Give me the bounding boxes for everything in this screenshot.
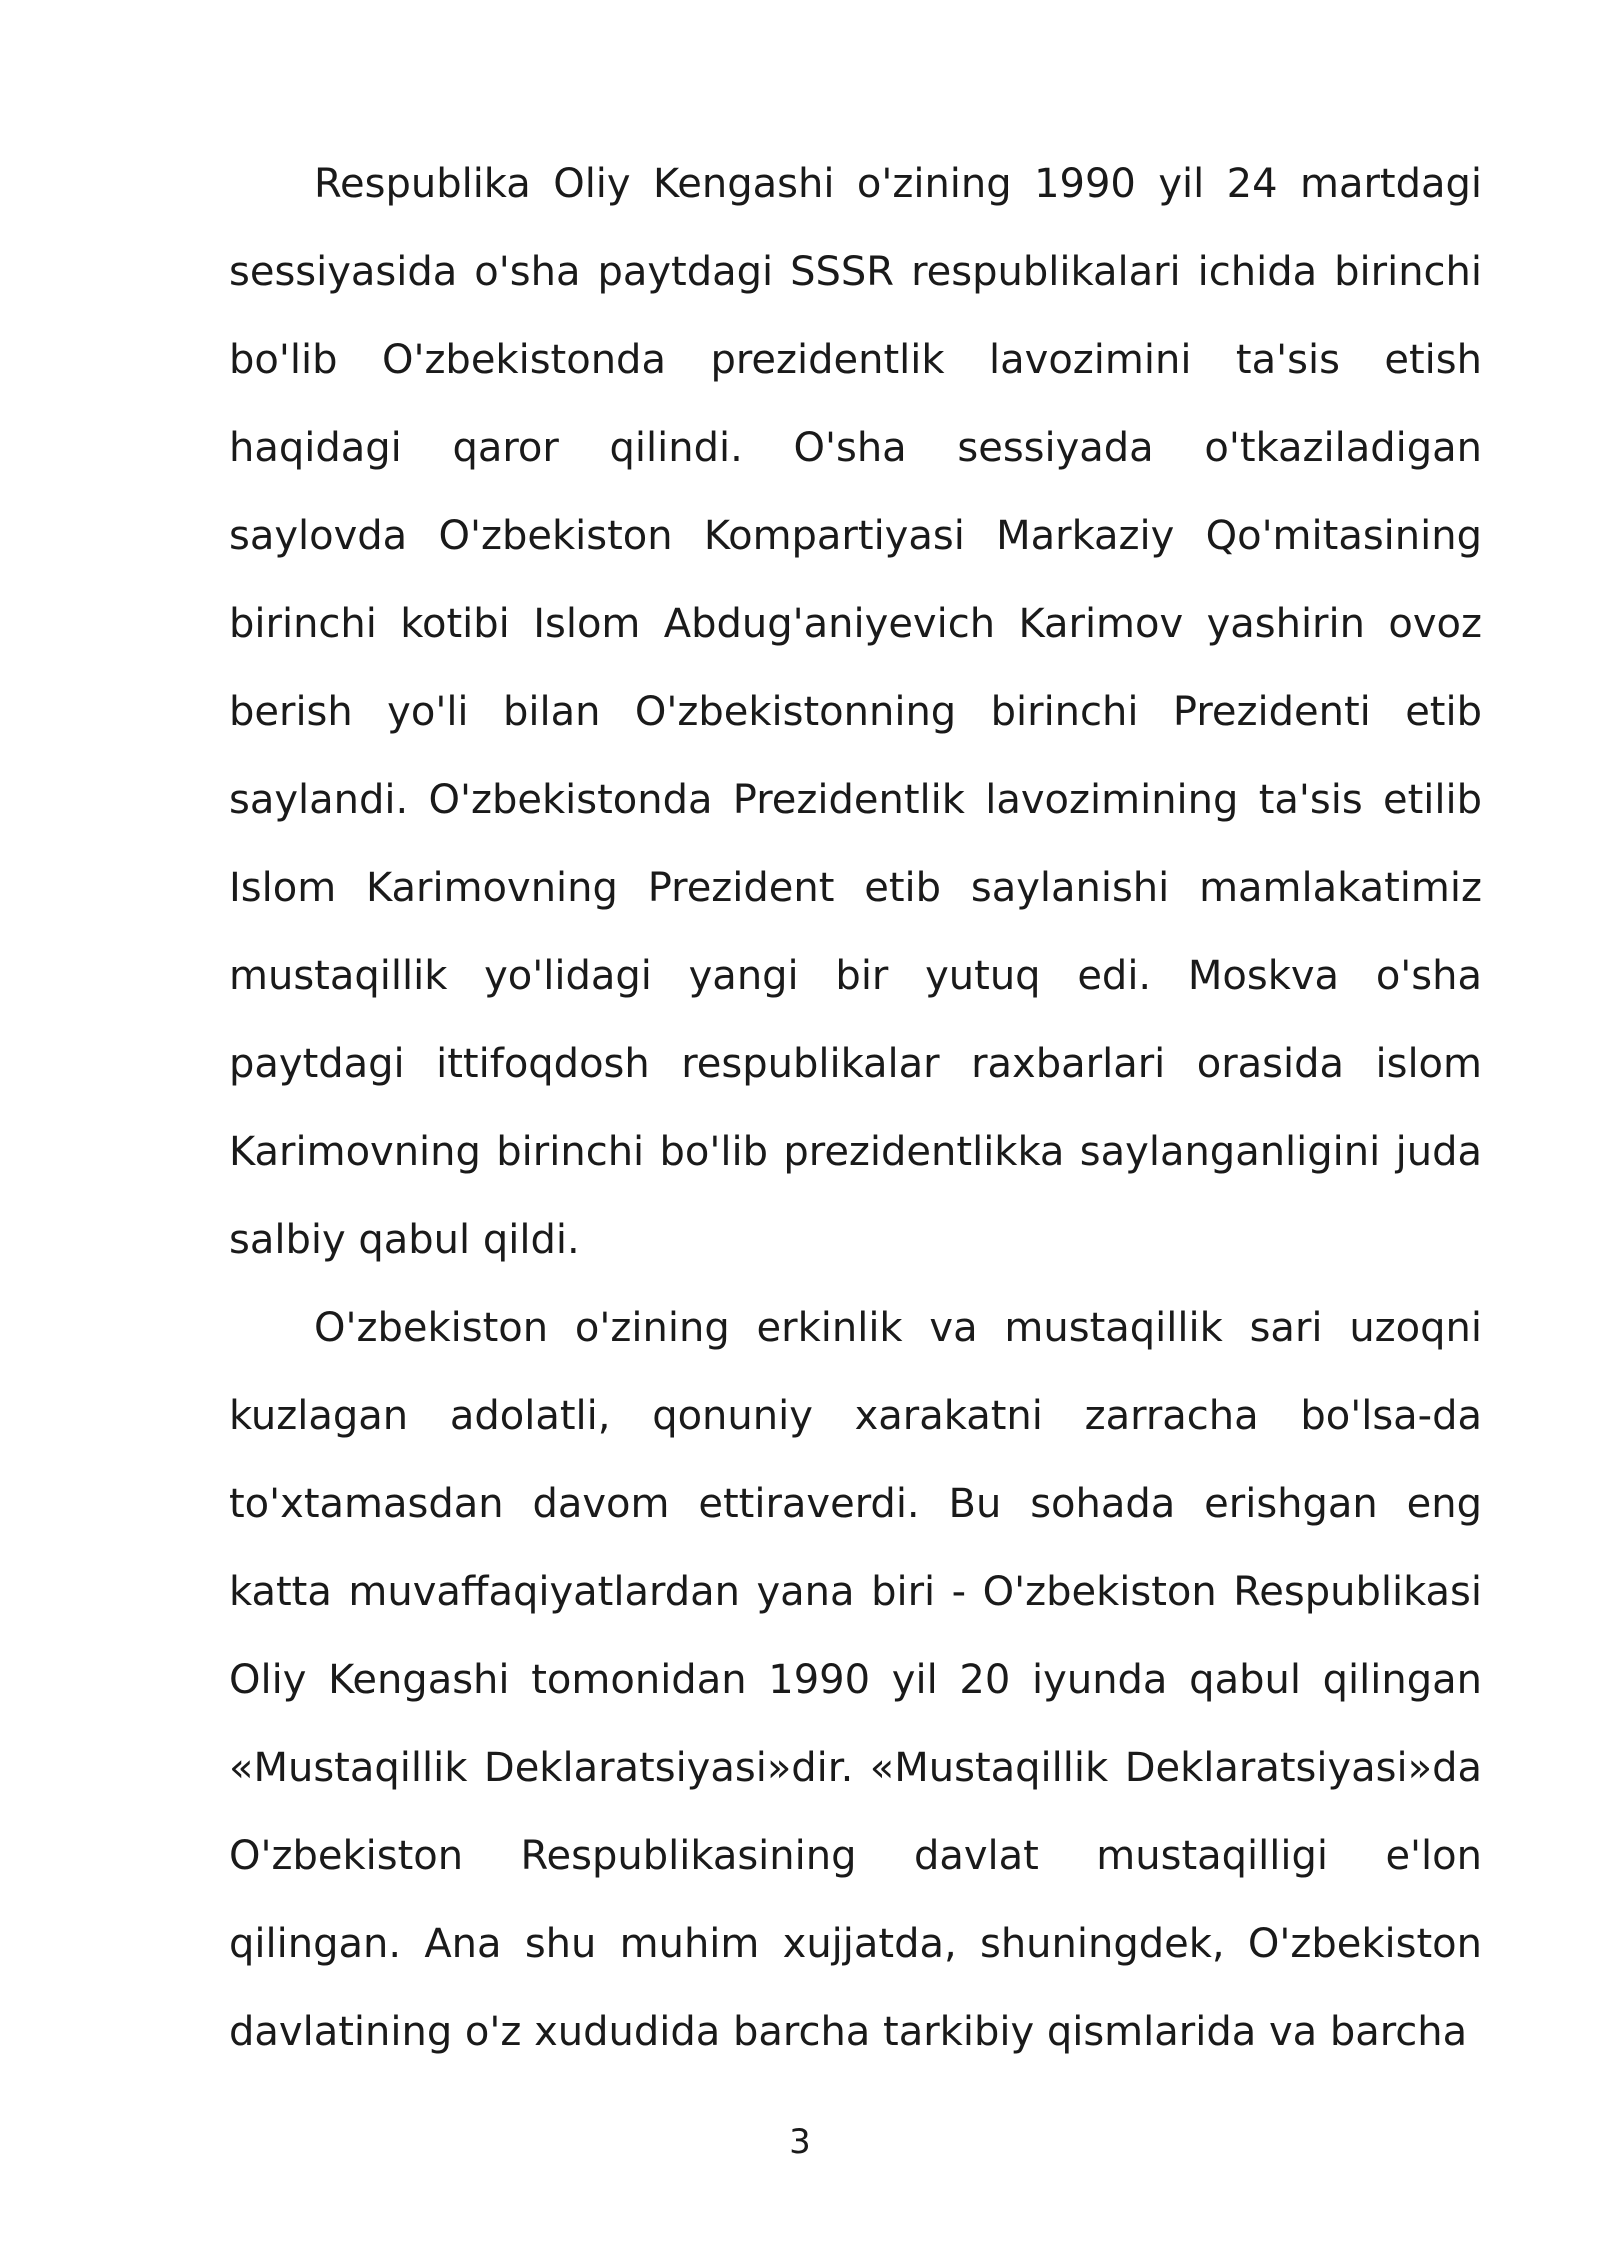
paragraph-2: O'zbekiston o'zining erkinlik va mustaqillik sari uzoqni kuzlagan adolatli, qonuniy xarakatni zarracha bo'lsa-da to'xtamasdan davom ettiraverdi. Bu sohada erishgan eng katta muvaffaqiyatlardan yana biri - O'zbekiston Respublikasi Oliy Kengashi tomonidan 1990 yil 20 iyunda qabul qilingan «Mustaqillik Deklaratsiyasi»dir. «Mustaqillik Deklaratsiyasi»da O'zbekiston Respublikasining davlat mustaqilligi e'lon qilingan. Ana shu muhim xujjatda, shuningdek, O'zbekiston davlatining o'z xududida barcha tarkibiy qismlarida va barcha bbox=[229, 1305, 1482, 2055]
page-number: 3 bbox=[789, 2122, 811, 2162]
paragraph-1: Respublika Oliy Kengashi o'zining 1990 yil 24 martdagi sessiyasida o'sha paytdagi SSSR respublikalari ichida birinchi bo'lib O'zbekistonda prezidentlik lavozimini ta'sis etish haqidagi qaror qilindi. O'sha sessiyada o'tkaziladigan saylovda O'zbekiston Kompartiyasi Markaziy Qo'mitasining birinchi kotibi Islom Abdug'aniyevich Karimov yashirin ovoz berish yo'li bilan O'zbekistonning birinchi Prezidenti etib saylandi. O'zbekistonda Prezidentlik lavozimining ta'sis etilib Islom Karimovning Prezident etib saylanishi mamlakatimiz mustaqillik yo'lidagi yangi bir yutuq edi. Moskva o'sha paytdagi ittifoqdosh respublikalar raxbarlari orasida islom Karimovning birinchi bo'lib prezidentlikka saylanganligini juda salbiy qabul qildi. bbox=[229, 161, 1482, 1263]
document-body bbox=[229, 140, 1482, 2076]
